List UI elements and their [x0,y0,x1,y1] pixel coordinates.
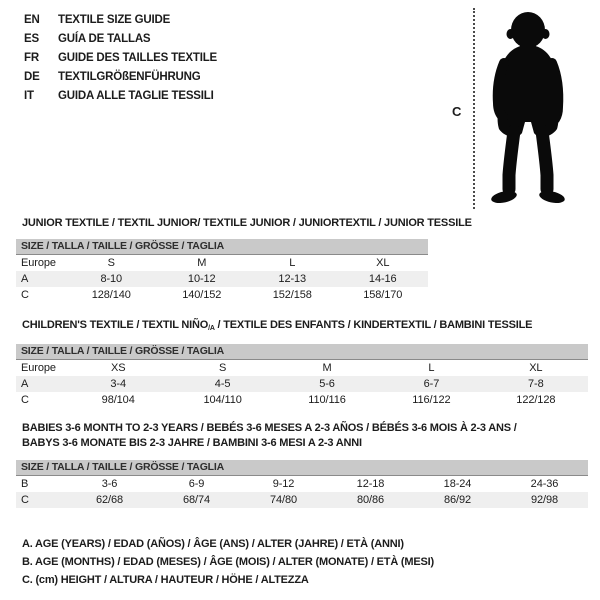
row-label: A [21,378,29,390]
size-cell: L [289,257,296,269]
height-cell: 104/110 [203,394,242,406]
junior-size-header-bar: SIZE / TALLA / TAILLE / GRÖSSE / TAGLIA [16,239,428,255]
table-row [16,360,588,376]
babies-size-table [16,460,588,508]
size-cell: M [322,362,332,374]
age-cell: 4-5 [214,378,231,390]
age-cell: 3-4 [110,378,126,390]
size-cell: XL [376,257,390,269]
table-row [16,271,428,287]
height-cell: 68/74 [182,494,211,506]
table-row [16,492,588,508]
height-cell: 158/170 [363,289,403,301]
height-cell: 122/128 [516,394,556,406]
size-cell: L [428,362,435,374]
babies-size-header-bar: SIZE / TALLA / TAILLE / GRÖSSE / TAGLIA [16,460,588,476]
size-cell: XL [529,362,543,374]
age-cell: 3-6 [101,478,118,490]
height-cell: 86/92 [443,494,472,506]
age-cell: 12-13 [278,273,307,285]
baby-silhouette-icon [478,8,578,210]
height-cell: 98/104 [101,394,135,406]
height-cell: 92/98 [530,494,559,506]
language-row-es [24,30,217,49]
language-code: EN [24,14,40,26]
children-heading-text: CHILDREN'S TEXTILE / TEXTIL NIÑO [22,319,209,331]
language-row-fr [24,49,217,68]
age-cell: 14-16 [368,273,397,285]
language-row-en [24,11,217,30]
footnote-height-cm: C. (cm) HEIGHT / ALTURA / HAUTEUR / HÖHE / ALTEZZA [22,574,309,586]
row-label: C [21,494,29,506]
height-cell: 62/68 [95,494,124,506]
size-cell: M [197,257,207,269]
height-cell: 116/122 [412,394,451,406]
children-size-header-bar: SIZE / TALLA / TAILLE / GRÖSSE / TAGLIA [16,344,588,360]
height-cell: 110/116 [308,394,346,406]
footnote-age-months: B. AGE (MONTHS) / EDAD (MESES) / ÂGE (MOIS) / ALTER (MONATE) / ETÀ (MESI) [22,556,434,568]
age-cell: 10-12 [187,273,216,285]
table-row [16,476,588,492]
children-heading-subscript: /A [208,325,215,332]
age-cell: 18-24 [443,478,472,490]
age-cell: 9-12 [272,478,295,490]
age-cell: 6-7 [423,378,440,390]
language-code: ES [24,33,39,45]
height-cell: 80/86 [356,494,385,506]
row-label: A [21,273,29,285]
row-label: Europe [21,362,56,374]
language-code: DE [24,71,40,83]
height-measure-label: C [452,104,462,119]
language-title: GUIDA ALLE TAGLIE TESSILI [58,90,214,102]
language-row-de [24,68,217,87]
age-cell: 24-36 [530,478,559,490]
language-title: GUÍA DE TALLAS [58,33,151,45]
size-cell: S [107,257,115,269]
age-cell: 7-8 [528,378,544,390]
height-dotted-line [473,8,475,209]
row-label: Europe [21,257,56,269]
size-cell: S [218,362,227,374]
row-label: C [21,289,29,301]
age-cell: 8-10 [100,273,123,285]
language-title-list [24,11,217,106]
age-cell: 6-9 [188,478,205,490]
legend-footnotes [22,535,434,589]
language-row-it [24,87,217,106]
footnote-age-years: A. AGE (YEARS) / EDAD (AÑOS) / ÂGE (ANS) / ALTER (JAHRE) / ETÀ (ANNI) [22,538,404,550]
row-label: C [21,394,29,406]
age-cell: 12-18 [356,478,385,490]
junior-section-heading: JUNIOR TEXTILE / TEXTIL JUNIOR/ TEXTILE JUNIOR / JUNIORTEXTIL / JUNIOR TESSILE [22,217,472,229]
language-title: GUIDE DES TAILLES TEXTILE [58,52,217,64]
language-code: IT [24,90,34,102]
table-row [16,287,428,303]
babies-heading-line2: BABYS 3-6 MONATE BIS 2-3 JAHRE / BAMBINI 3-6 MESI A 2-3 ANNI [22,437,362,449]
children-size-table [16,344,588,408]
height-cell: 152/158 [272,289,312,301]
babies-heading-line1: BABIES 3-6 MONTH TO 2-3 YEARS / BEBÉS 3-6 MESES A 2-3 AÑOS / BÉBÉS 3-6 MOIS À 2-3 ANS / [22,422,517,434]
height-cell: 74/80 [269,494,298,506]
language-title: TEXTILGRÖßENFÜHRUNG [58,71,201,83]
size-cell: XS [110,362,126,374]
age-cell: 5-6 [319,378,335,390]
language-title: TEXTILE SIZE GUIDE [58,14,171,26]
table-row [16,392,588,408]
table-row [16,255,428,271]
children-section-heading [22,319,532,332]
row-label: B [21,478,29,490]
height-cell: 140/152 [182,289,222,301]
junior-size-table [16,239,428,303]
language-code: FR [24,52,39,64]
children-heading-text: / TEXTILE DES ENFANTS / KINDERTEXTIL / BAMBINI TESSILE [214,319,533,331]
height-cell: 128/140 [91,289,131,301]
table-row [16,376,588,392]
babies-section-heading [22,421,517,451]
